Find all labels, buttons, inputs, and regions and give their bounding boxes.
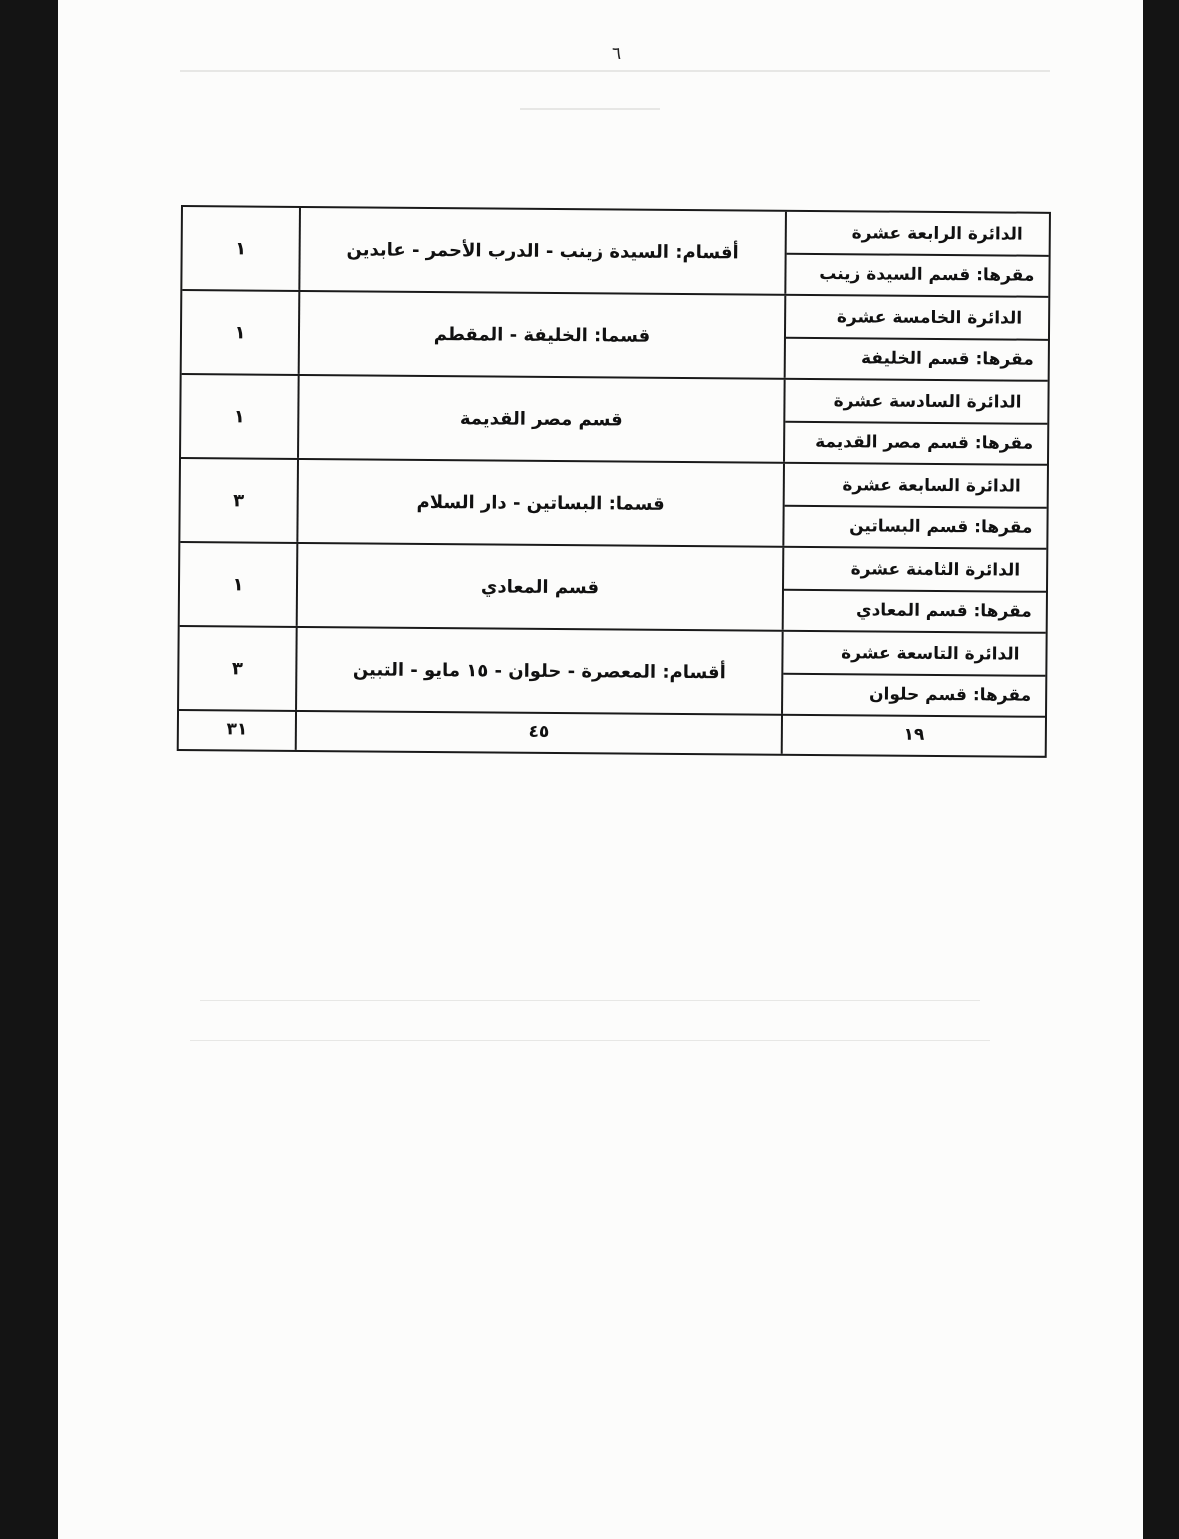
sections-cell bbox=[295, 628, 784, 714]
district-seat: مقرها: قسم البساتين bbox=[849, 515, 1033, 538]
table-row bbox=[182, 291, 1049, 382]
count-text: ٣ bbox=[231, 657, 243, 679]
sections-cell bbox=[298, 208, 787, 294]
district-seat: مقرها: قسم مصر القديمة bbox=[815, 431, 1034, 454]
district-name: الدائرة التاسعة عشرة bbox=[783, 632, 1045, 677]
districts-table bbox=[177, 205, 1051, 758]
district-name: الدائرة الخامسة عشرة bbox=[786, 296, 1048, 341]
sections-text: قسم المعادي bbox=[480, 575, 600, 598]
district-name: الدائرة السادسة عشرة bbox=[785, 380, 1047, 425]
district-cell bbox=[786, 212, 1049, 296]
district-cell bbox=[784, 464, 1047, 548]
count-cell bbox=[182, 291, 299, 374]
total-districts-cell bbox=[783, 714, 1045, 756]
district-cell bbox=[784, 548, 1047, 632]
count-text: ١ bbox=[234, 321, 246, 344]
sections-text: قسما: الخليفة - المقطم bbox=[433, 323, 651, 347]
district-name: الدائرة الرابعة عشرة bbox=[787, 212, 1049, 257]
table-row bbox=[180, 459, 1047, 550]
sections-cell bbox=[296, 544, 785, 630]
count-text: ٣ bbox=[233, 489, 245, 512]
district-seat: مقرها: قسم حلوان bbox=[869, 683, 1032, 706]
sections-text: أقسام: السيدة زينب - الدرب الأحمر - عابدين bbox=[346, 238, 739, 263]
district-cell bbox=[783, 632, 1046, 716]
table-row bbox=[182, 207, 1049, 298]
total-count: ٣١ bbox=[226, 719, 248, 740]
district-name: الدائرة السابعة عشرة bbox=[785, 464, 1047, 509]
sections-cell bbox=[296, 460, 785, 546]
page-number: ٦ bbox=[612, 44, 622, 64]
totals-row bbox=[179, 709, 1045, 756]
total-count-cell bbox=[179, 709, 295, 750]
total-sections-cell bbox=[295, 710, 783, 754]
district-seat: مقرها: قسم السيدة زينب bbox=[819, 263, 1035, 286]
count-text: ١ bbox=[232, 573, 244, 596]
faint-header-line-2 bbox=[520, 108, 660, 110]
sections-text: أقسام: المعصرة - حلوان - ١٥ مايو - التبين bbox=[352, 658, 726, 683]
district-name: الدائرة الثامنة عشرة bbox=[784, 548, 1046, 593]
table-row bbox=[180, 543, 1047, 634]
district-seat: مقرها: قسم المعادي bbox=[855, 599, 1032, 622]
sections-cell bbox=[298, 292, 787, 378]
sections-text: قسما: البساتين - دار السلام bbox=[416, 491, 665, 515]
count-cell bbox=[180, 459, 297, 542]
count-cell bbox=[182, 207, 299, 290]
sections-cell bbox=[297, 376, 786, 462]
count-cell bbox=[179, 627, 296, 710]
faint-header-line bbox=[180, 70, 1050, 72]
district-cell bbox=[786, 296, 1049, 380]
table-row bbox=[181, 375, 1048, 466]
faint-footer-line-2 bbox=[190, 1040, 990, 1041]
faint-footer-line bbox=[200, 1000, 980, 1001]
total-sections: ٤٥ bbox=[528, 721, 550, 742]
district-seat: مقرها: قسم الخليفة bbox=[860, 347, 1034, 370]
count-cell bbox=[181, 375, 298, 458]
sections-text: قسم مصر القديمة bbox=[459, 407, 623, 430]
district-cell bbox=[785, 380, 1048, 464]
total-districts: ١٩ bbox=[903, 724, 925, 745]
table-row bbox=[179, 627, 1046, 718]
count-text: ١ bbox=[233, 405, 245, 428]
count-text: ١ bbox=[235, 237, 247, 260]
count-cell bbox=[180, 543, 297, 626]
